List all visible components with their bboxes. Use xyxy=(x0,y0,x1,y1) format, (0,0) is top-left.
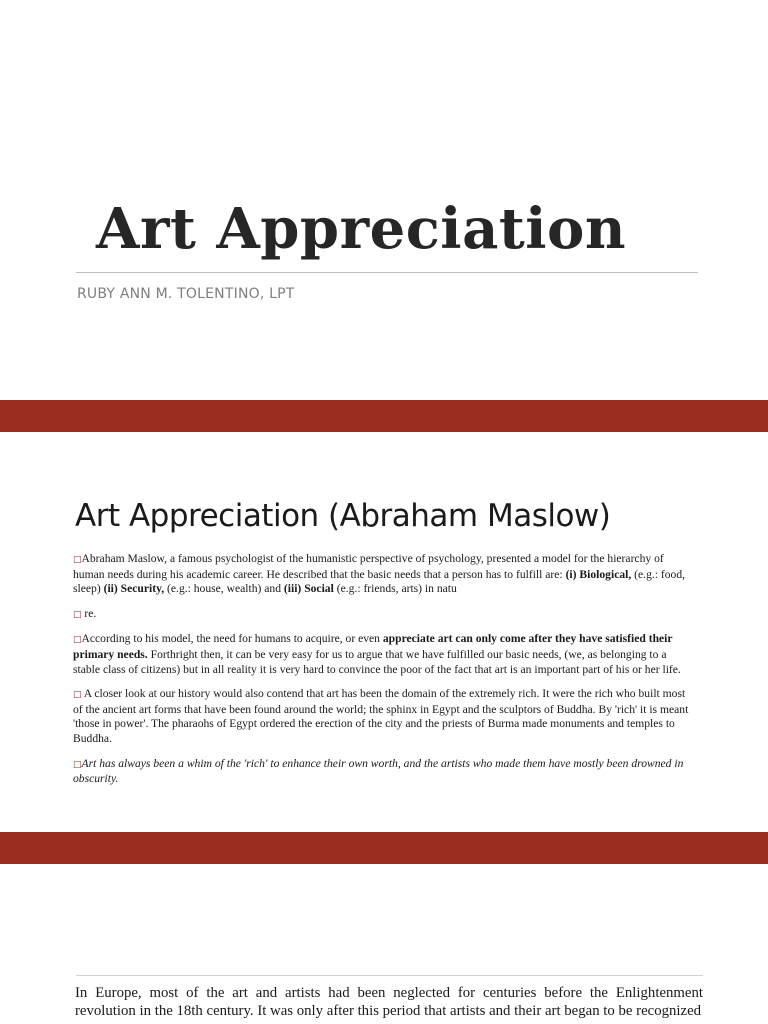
bullet-icon: □ xyxy=(73,690,82,701)
slide-title: Art Appreciation xyxy=(96,196,627,262)
paragraph-text: Forthright then, it can be very easy for us to argue that we have fulfilled our basic needs, (we, as belonging to a stable class of citizens) but in all reality it is very hard to convince the poor of the fact that art is an important part of his or her life. xyxy=(73,647,681,676)
paragraph-needs xyxy=(73,552,695,597)
slide-subtitle: RUBY ANN M. TOLENTINO, LPT xyxy=(77,286,295,302)
emphasis-biological: (i) Biological, xyxy=(565,567,632,581)
content-slide-maslow xyxy=(0,432,768,832)
paragraph-text: (e.g.: food, sleep) xyxy=(73,567,686,596)
title-slide xyxy=(0,0,768,400)
paragraph-history xyxy=(73,687,695,746)
bullet-icon: □ xyxy=(73,759,82,770)
slide-body-text: In Europe, most of the art and artists had been neglected for centuries before the Enlightenment revolution in the 18th century. It was only after this period that artists and their art began to be recognized xyxy=(75,985,703,1019)
paragraph-text: (e.g.: house, wealth) and xyxy=(164,582,284,596)
paragraph-whim xyxy=(73,757,695,787)
title-divider xyxy=(76,272,698,273)
paragraph-text: Abraham Maslow, a famous psychologist of the humanistic perspective of psychology, presented a model for the hierarchy of human needs during his academic career. He described that the basic needs that a person has to fulfill are: xyxy=(73,552,664,581)
paragraph-text: A closer look at our history would also contend that art has been the domain of the extremely rich. It were the rich who built most of the ancient art forms that have been found around the world; the sphinx in Egypt and the sculptors of Buddha. By 'rich' it is meant 'those in power'. The pharaohs of Egypt ordered the erection of the city and the priests of Burma made monuments and temples to Buddha. xyxy=(73,687,689,745)
slide-heading: Art Appreciation (Abraham Maslow) xyxy=(75,498,611,534)
paragraph-continuation xyxy=(73,607,695,623)
emphasis-social: (iii) Social xyxy=(283,582,334,596)
slide-separator-band xyxy=(0,832,768,864)
emphasis-appreciate-art: appreciate art can only come after they have satisfied their primary needs. xyxy=(73,632,673,661)
slide-body xyxy=(73,552,695,797)
bullet-icon: □ xyxy=(73,609,82,620)
slide-separator-band xyxy=(0,400,768,432)
bullet-icon: □ xyxy=(73,635,82,646)
paragraph-text: re. xyxy=(84,606,97,620)
paragraph-text-italic: Art has always been a whim of the 'rich' to enhance their own worth, and the artists who made them have mostly been drowned in obscurity. xyxy=(73,756,684,786)
paragraph-text: According to his model, the need for humans to acquire, or even xyxy=(81,632,383,646)
emphasis-security: (ii) Security, xyxy=(103,582,165,596)
paragraph-text: (e.g.: friends, arts) in natu xyxy=(333,582,457,596)
header-divider xyxy=(76,975,703,976)
content-slide-europe xyxy=(0,864,768,1024)
paragraph-model xyxy=(73,632,695,677)
bullet-icon: □ xyxy=(73,555,82,565)
